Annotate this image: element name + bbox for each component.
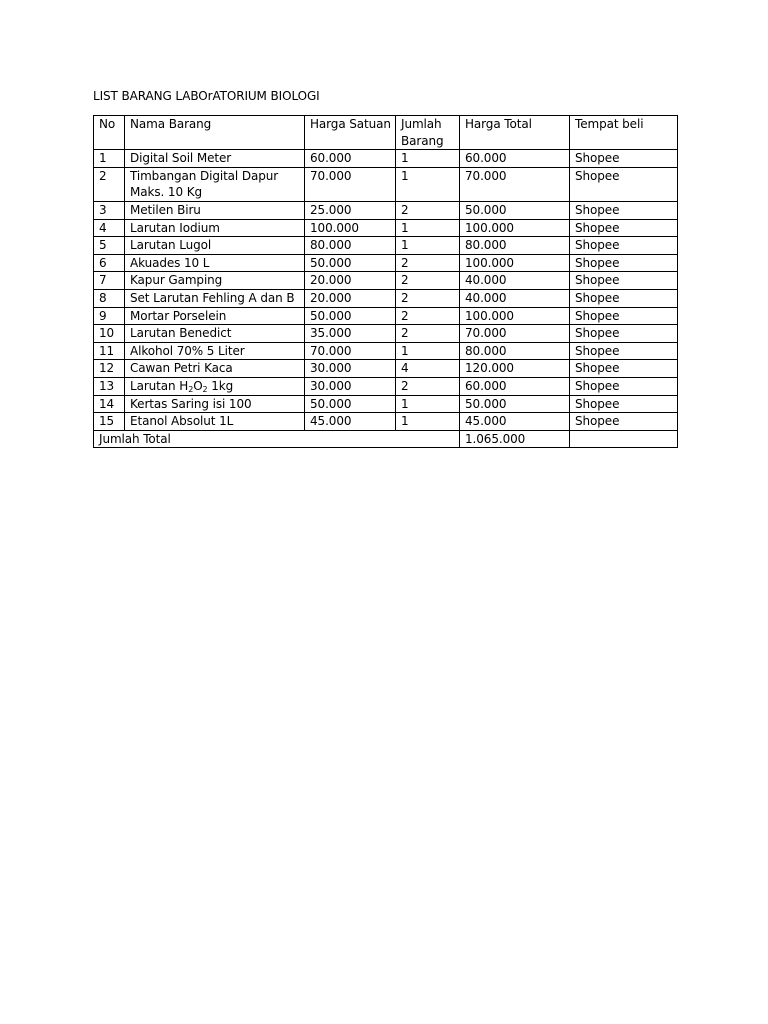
item-list-table xyxy=(93,115,678,448)
cell-harga-satuan: 20.000 xyxy=(305,272,396,290)
cell-no: 13 xyxy=(94,377,125,395)
cell-no: 14 xyxy=(94,395,125,413)
table-body xyxy=(94,116,678,448)
cell-harga-satuan: 80.000 xyxy=(305,237,396,255)
cell-harga-satuan: 20.000 xyxy=(305,289,396,307)
cell-no: 6 xyxy=(94,254,125,272)
cell-jumlah-barang: 2 xyxy=(396,377,460,395)
footer-label: Jumlah Total xyxy=(94,430,460,448)
cell-jumlah-barang: 1 xyxy=(396,395,460,413)
cell-harga-total: 40.000 xyxy=(460,272,570,290)
cell-no: 3 xyxy=(94,201,125,219)
cell-nama-barang: Larutan Iodium xyxy=(125,219,305,237)
cell-tempat-beli: Shopee xyxy=(570,395,678,413)
cell-nama-barang: Mortar Porselein xyxy=(125,307,305,325)
cell-harga-satuan: 50.000 xyxy=(305,254,396,272)
nama-middle: O xyxy=(193,378,203,393)
cell-tempat-beli: Shopee xyxy=(570,413,678,431)
cell-jumlah-barang: 1 xyxy=(396,342,460,360)
cell-harga-total: 50.000 xyxy=(460,201,570,219)
cell-nama-barang: Metilen Biru xyxy=(125,201,305,219)
cell-harga-satuan: 50.000 xyxy=(305,395,396,413)
cell-no: 9 xyxy=(94,307,125,325)
document-title: LIST BARANG LABOrATORIUM BIOLOGI xyxy=(93,89,320,103)
cell-harga-total: 100.000 xyxy=(460,307,570,325)
cell-nama-barang: Larutan Benedict xyxy=(125,325,305,343)
cell-no: 15 xyxy=(94,413,125,431)
cell-harga-total: 60.000 xyxy=(460,150,570,168)
cell-nama-barang: Timbangan Digital Dapur Maks. 10 Kg xyxy=(125,167,305,201)
cell-harga-total: 100.000 xyxy=(460,219,570,237)
header-no: No xyxy=(94,116,125,150)
cell-tempat-beli: Shopee xyxy=(570,342,678,360)
header-tempat-beli: Tempat beli xyxy=(570,116,678,150)
cell-harga-total: 40.000 xyxy=(460,289,570,307)
footer-tempat-beli xyxy=(570,430,678,448)
cell-jumlah-barang: 1 xyxy=(396,219,460,237)
cell-tempat-beli: Shopee xyxy=(570,325,678,343)
cell-no: 8 xyxy=(94,289,125,307)
cell-no: 7 xyxy=(94,272,125,290)
cell-harga-satuan: 50.000 xyxy=(305,307,396,325)
footer-grand-total: 1.065.000 xyxy=(460,430,570,448)
cell-nama-barang: Set Larutan Fehling A dan B xyxy=(125,289,305,307)
cell-harga-total: 70.000 xyxy=(460,325,570,343)
cell-harga-total: 120.000 xyxy=(460,360,570,378)
nama-subscript: 2 xyxy=(188,384,194,394)
cell-tempat-beli: Shopee xyxy=(570,377,678,395)
table-row xyxy=(94,272,678,290)
table-row xyxy=(94,150,678,168)
cell-harga-total: 100.000 xyxy=(460,254,570,272)
nama-subscript: 2 xyxy=(202,384,208,394)
cell-no: 10 xyxy=(94,325,125,343)
cell-harga-satuan: 35.000 xyxy=(305,325,396,343)
cell-tempat-beli: Shopee xyxy=(570,272,678,290)
cell-harga-total: 45.000 xyxy=(460,413,570,431)
table-row xyxy=(94,254,678,272)
cell-harga-total: 80.000 xyxy=(460,237,570,255)
nama-suffix: 1kg xyxy=(207,378,234,393)
cell-tempat-beli: Shopee xyxy=(570,167,678,201)
header-jumlah-barang: Jumlah Barang xyxy=(396,116,460,150)
table-row xyxy=(94,413,678,431)
cell-harga-satuan: 70.000 xyxy=(305,167,396,201)
table-row xyxy=(94,219,678,237)
header-nama-barang: Nama Barang xyxy=(125,116,305,150)
cell-no: 4 xyxy=(94,219,125,237)
cell-jumlah-barang: 1 xyxy=(396,413,460,431)
cell-harga-satuan: 25.000 xyxy=(305,201,396,219)
cell-nama-barang xyxy=(125,377,305,395)
table-row xyxy=(94,167,678,201)
cell-jumlah-barang: 1 xyxy=(396,150,460,168)
cell-no: 12 xyxy=(94,360,125,378)
table-row xyxy=(94,360,678,378)
cell-jumlah-barang: 2 xyxy=(396,254,460,272)
table-row xyxy=(94,237,678,255)
cell-jumlah-barang: 2 xyxy=(396,307,460,325)
table-row xyxy=(94,342,678,360)
cell-nama-barang: Larutan Lugol xyxy=(125,237,305,255)
cell-jumlah-barang: 1 xyxy=(396,237,460,255)
cell-harga-satuan: 60.000 xyxy=(305,150,396,168)
table-footer-row xyxy=(94,430,678,448)
cell-tempat-beli: Shopee xyxy=(570,360,678,378)
cell-harga-satuan: 70.000 xyxy=(305,342,396,360)
cell-no: 2 xyxy=(94,167,125,201)
cell-tempat-beli: Shopee xyxy=(570,289,678,307)
cell-jumlah-barang: 2 xyxy=(396,272,460,290)
cell-tempat-beli: Shopee xyxy=(570,254,678,272)
header-harga-satuan: Harga Satuan xyxy=(305,116,396,150)
table-row xyxy=(94,201,678,219)
cell-harga-total: 80.000 xyxy=(460,342,570,360)
cell-harga-total: 60.000 xyxy=(460,377,570,395)
table-header-row xyxy=(94,116,678,150)
cell-jumlah-barang: 1 xyxy=(396,167,460,201)
cell-no: 11 xyxy=(94,342,125,360)
cell-tempat-beli: Shopee xyxy=(570,307,678,325)
cell-no: 5 xyxy=(94,237,125,255)
cell-nama-barang: Cawan Petri Kaca xyxy=(125,360,305,378)
cell-harga-satuan: 30.000 xyxy=(305,360,396,378)
cell-nama-barang: Etanol Absolut 1L xyxy=(125,413,305,431)
cell-harga-satuan: 30.000 xyxy=(305,377,396,395)
header-harga-total: Harga Total xyxy=(460,116,570,150)
cell-harga-total: 50.000 xyxy=(460,395,570,413)
nama-prefix: Larutan H xyxy=(130,378,189,393)
cell-nama-barang: Kapur Gamping xyxy=(125,272,305,290)
table-row xyxy=(94,377,678,395)
cell-jumlah-barang: 2 xyxy=(396,289,460,307)
table-row xyxy=(94,289,678,307)
table-row xyxy=(94,325,678,343)
cell-jumlah-barang: 2 xyxy=(396,201,460,219)
cell-nama-barang: Alkohol 70% 5 Liter xyxy=(125,342,305,360)
cell-tempat-beli: Shopee xyxy=(570,237,678,255)
cell-nama-barang: Digital Soil Meter xyxy=(125,150,305,168)
cell-nama-barang: Akuades 10 L xyxy=(125,254,305,272)
cell-tempat-beli: Shopee xyxy=(570,201,678,219)
cell-harga-total: 70.000 xyxy=(460,167,570,201)
table-row xyxy=(94,395,678,413)
cell-no: 1 xyxy=(94,150,125,168)
cell-nama-barang: Kertas Saring isi 100 xyxy=(125,395,305,413)
cell-tempat-beli: Shopee xyxy=(570,219,678,237)
cell-jumlah-barang: 2 xyxy=(396,325,460,343)
cell-jumlah-barang: 4 xyxy=(396,360,460,378)
cell-harga-satuan: 45.000 xyxy=(305,413,396,431)
cell-harga-satuan: 100.000 xyxy=(305,219,396,237)
table-row xyxy=(94,307,678,325)
cell-tempat-beli: Shopee xyxy=(570,150,678,168)
